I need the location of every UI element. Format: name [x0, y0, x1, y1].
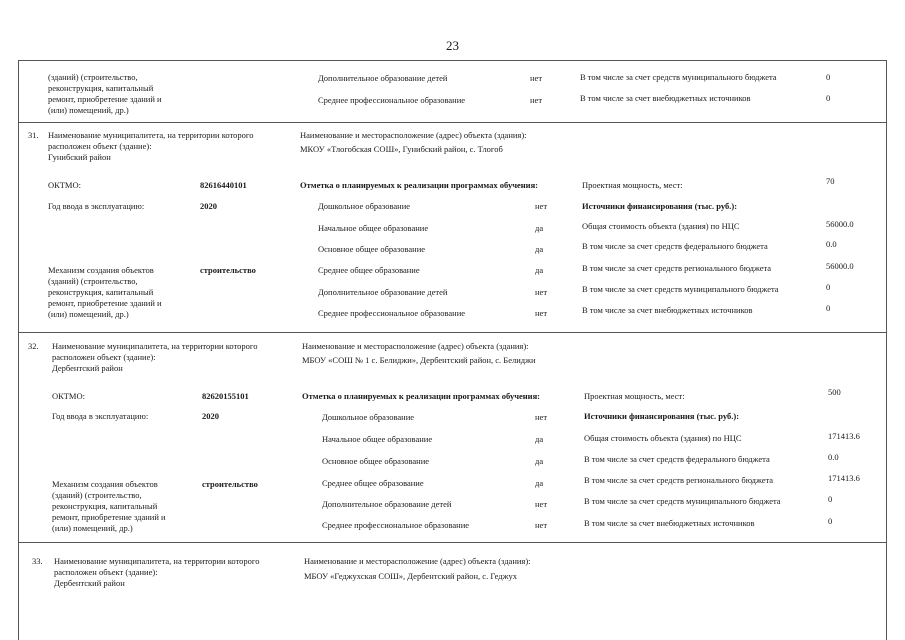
page-number: 23	[446, 38, 459, 53]
municipality-label: Наименование муниципалитета, на территории которого расположен объект (здание):	[52, 341, 258, 362]
source-value: 0.0	[826, 239, 837, 249]
oktmo-value: 82616440101	[200, 180, 247, 190]
record-number: 32.	[28, 341, 39, 351]
source-label: В том числе за счет средств муниципального бюджета	[582, 284, 779, 294]
capacity-label: Проектная мощность, мест:	[584, 391, 685, 401]
mechanism-value: строительство	[200, 265, 256, 275]
capacity-value: 500	[828, 387, 841, 397]
mechanism-label: Механизм создания объектов (зданий) (строительство, реконструкция, капитальный ремонт, приобретение зданий и (или) помещений, др.)	[52, 479, 166, 533]
mechanism-tail: (зданий) (строительство, реконструкция, капитальный ремонт, приобретение зданий и (или) помещений, др.)	[48, 72, 162, 115]
source-value: 0	[828, 494, 833, 504]
oktmo-value: 82620155101	[202, 391, 249, 401]
object-value: МБОУ «СОШ № 1 с. Белиджи», Дербентский район, с. Белиджи	[302, 355, 536, 365]
programs-header: Отметка о планируемых к реализации программах обучения:	[300, 180, 539, 190]
program-name: Дошкольное образование	[318, 201, 411, 211]
oktmo-label: ОКТМО:	[52, 391, 85, 401]
table-top-border	[18, 60, 886, 61]
capacity-value: 70	[826, 176, 835, 186]
program-name: Основное общее образование	[322, 456, 430, 466]
object-value: МБОУ «Геджухская СОШ», Дербентский район, с. Геджух	[304, 571, 517, 581]
source-label: В том числе за счет средств федерального бюджета	[582, 241, 768, 251]
program-value: нет	[535, 520, 548, 530]
municipality-value: Дербентский район	[54, 578, 125, 588]
programs-header: Отметка о планируемых к реализации программах обучения:	[302, 391, 541, 401]
program-name: Среднее общее образование	[318, 265, 420, 275]
program-value: нет	[535, 287, 548, 297]
year-value: 2020	[202, 411, 219, 421]
source-value: 0	[826, 303, 831, 313]
program-value: да	[535, 223, 544, 233]
source-label: В том числе за счет внебюджетных источников	[580, 93, 751, 103]
source-label: В том числе за счет средств регионального бюджета	[582, 263, 772, 273]
program-name: Основное общее образование	[318, 244, 426, 254]
source-value: 0	[828, 516, 833, 526]
program-name: Начальное общее образование	[322, 434, 433, 444]
source-value: 171413.6	[828, 473, 860, 483]
municipality-label: Наименование муниципалитета, на территории которого расположен объект (здание):	[54, 556, 260, 577]
record-separator-33	[18, 542, 886, 543]
program-name: Среднее профессиональное образование	[318, 95, 466, 105]
source-value: 56000.0	[826, 261, 854, 271]
source-label: В том числе за счет средств федерального бюджета	[584, 454, 770, 464]
program-value: да	[535, 244, 544, 254]
year-label: Год ввода в эксплуатацию:	[48, 201, 145, 211]
source-value: 0.0	[828, 452, 839, 462]
source-label: В том числе за счет средств регионального бюджета	[584, 475, 774, 485]
program-name: Дополнительное образование детей	[318, 287, 448, 297]
program-value: да	[535, 478, 544, 488]
program-value: да	[535, 265, 544, 275]
source-label: Общая стоимость объекта (здания) по НЦС	[582, 221, 740, 231]
source-label: В том числе за счет внебюджетных источников	[582, 305, 753, 315]
municipality-label: Наименование муниципалитета, на территории которого расположен объект (здание):	[48, 130, 254, 151]
oktmo-label: ОКТМО:	[48, 180, 81, 190]
record-number: 33.	[32, 556, 43, 566]
object-value: МКОУ «Тлогобская СОШ», Гунибский район, с. Тлогоб	[300, 144, 503, 154]
object-label: Наименование и месторасположение (адрес) объекта (здания):	[302, 341, 529, 351]
source-label: В том числе за счет средств муниципального бюджета	[584, 496, 781, 506]
program-value: нет	[530, 95, 543, 105]
program-name: Среднее профессиональное образование	[318, 308, 466, 318]
program-name: Начальное общее образование	[318, 223, 429, 233]
funding-header: Источники финансирования (тыс. руб.):	[582, 201, 738, 211]
program-value: да	[535, 434, 544, 444]
record-separator-31	[18, 122, 886, 123]
source-value: 0	[826, 93, 831, 103]
program-value: нет	[535, 201, 548, 211]
funding-header: Источники финансирования (тыс. руб.):	[584, 411, 740, 421]
program-value: нет	[535, 308, 548, 318]
source-value: 56000.0	[826, 219, 854, 229]
municipality-value: Гунибский район	[48, 152, 111, 162]
program-value: нет	[535, 499, 548, 509]
year-label: Год ввода в эксплуатацию:	[52, 411, 149, 421]
table-right-border	[886, 60, 887, 640]
program-value: нет	[530, 73, 543, 83]
program-name: Среднее общее образование	[322, 478, 424, 488]
source-label: В том числе за счет средств муниципального бюджета	[580, 72, 777, 82]
municipality-value: Дербентский район	[52, 363, 123, 373]
mechanism-label: Механизм создания объектов (зданий) (строительство, реконструкция, капитальный ремонт, приобретение зданий и (или) помещений, др.)	[48, 265, 162, 319]
source-value: 171413.6	[828, 431, 860, 441]
program-name: Дополнительное образование детей	[322, 499, 452, 509]
source-label: Общая стоимость объекта (здания) по НЦС	[584, 433, 742, 443]
capacity-label: Проектная мощность, мест:	[582, 180, 683, 190]
object-label: Наименование и месторасположение (адрес) объекта (здания):	[304, 556, 531, 566]
mechanism-value: строительство	[202, 479, 258, 489]
program-name: Дошкольное образование	[322, 412, 415, 422]
record-separator-32	[18, 332, 886, 333]
source-value: 0	[826, 282, 831, 292]
program-value: да	[535, 456, 544, 466]
program-name: Дополнительное образование детей	[318, 73, 448, 83]
object-label: Наименование и месторасположение (адрес) объекта (здания):	[300, 130, 527, 140]
source-label: В том числе за счет внебюджетных источников	[584, 518, 755, 528]
program-value: нет	[535, 412, 548, 422]
source-value: 0	[826, 72, 831, 82]
table-left-border	[18, 60, 19, 640]
year-value: 2020	[200, 201, 217, 211]
record-number: 31.	[28, 130, 39, 140]
program-name: Среднее профессиональное образование	[322, 520, 470, 530]
